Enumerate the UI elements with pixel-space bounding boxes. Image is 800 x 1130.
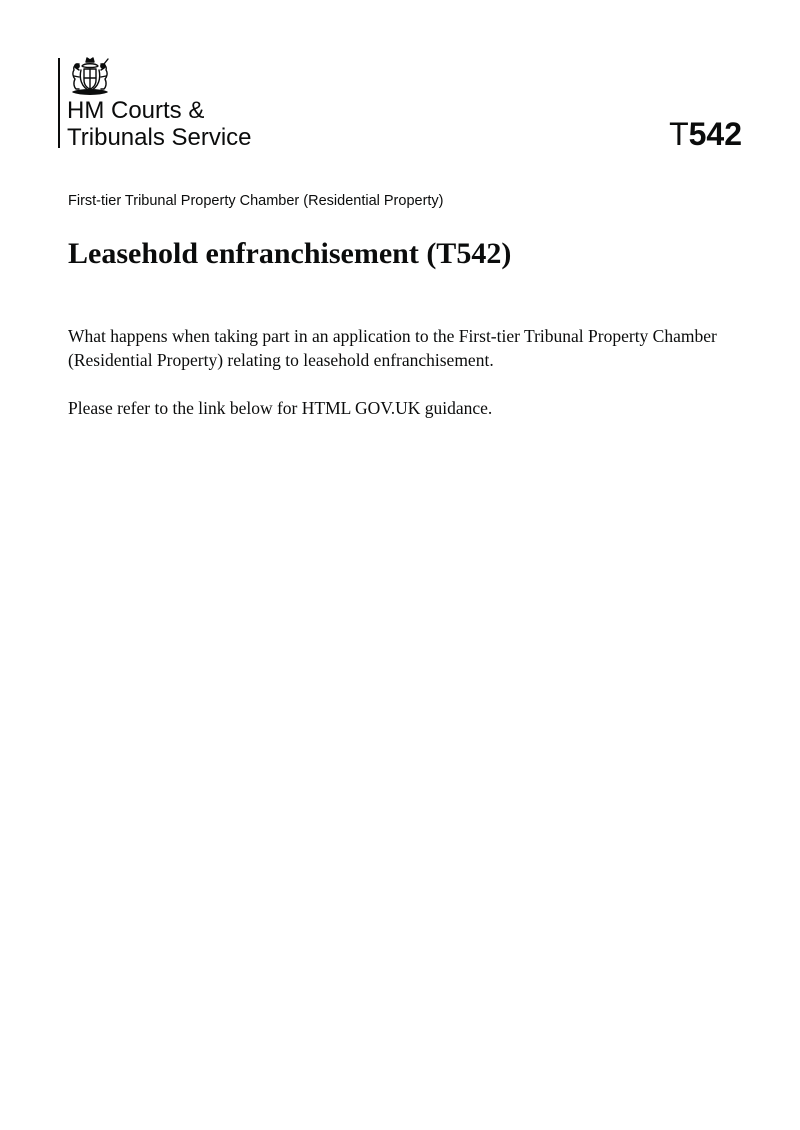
logo-divider xyxy=(58,58,60,148)
form-code-prefix: T xyxy=(669,116,689,152)
guidance-paragraph: Please refer to the link below for HTML GOV.UK guidance. xyxy=(68,398,493,418)
form-code xyxy=(669,116,742,152)
body-content xyxy=(68,324,733,444)
organisation-name xyxy=(67,97,252,151)
organisation-name-line-2: Tribunals Service xyxy=(67,124,252,151)
form-code-number: 542 xyxy=(688,116,742,152)
page-header xyxy=(58,56,748,152)
intro-paragraph: What happens when taking part in an application to the First-tier Tribunal Property Chamber (Residential Property) relating to leasehold enfranchisement. xyxy=(68,326,717,370)
royal-coat-of-arms-icon xyxy=(67,56,113,96)
organisation-name-line-1: HM Courts & xyxy=(67,97,205,124)
page-title: Leasehold enfranchisement (T542) xyxy=(68,237,512,270)
chamber-name: First-tier Tribunal Property Chamber (Residential Property) xyxy=(68,193,444,209)
